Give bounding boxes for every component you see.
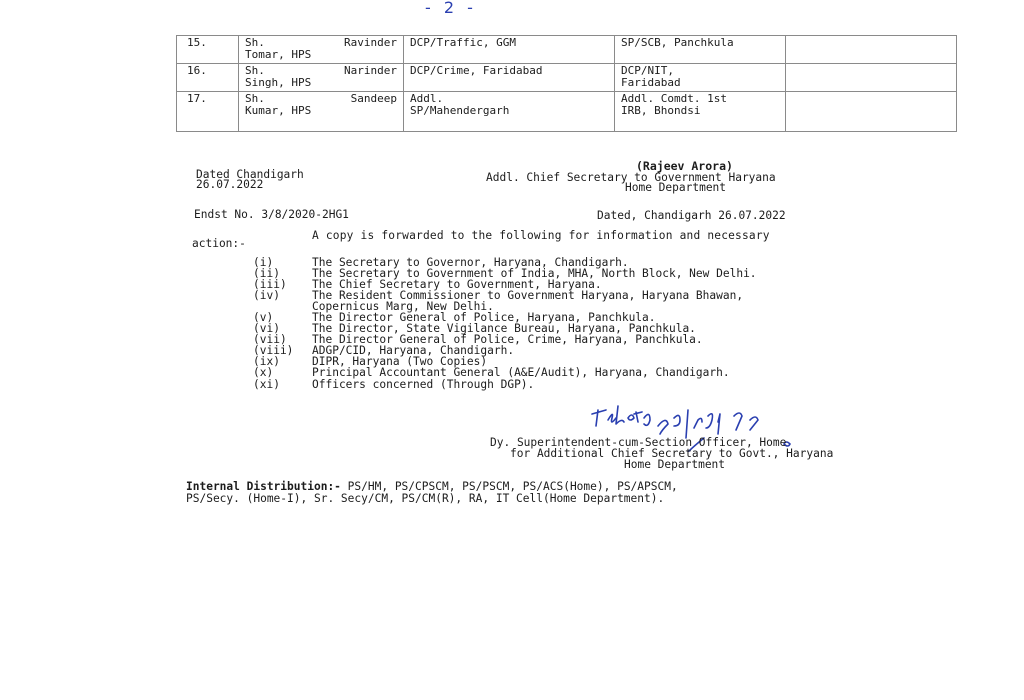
list-item: The Secretary to Government of India, MHA, North Block, New Delhi. — [312, 267, 757, 280]
page-number-mark: - 2 - — [425, 0, 477, 17]
officer-name: Sh. Narinder Singh, HPS — [239, 64, 404, 92]
table-row — [177, 64, 957, 92]
list-number: (iv) — [253, 289, 280, 302]
dated-place: Dated Chandigarh — [196, 168, 304, 181]
present-posting: DCP/Crime, Faridabad — [404, 64, 615, 92]
officer-name: Sh. Sandeep Kumar, HPS — [239, 92, 404, 132]
serial-number: 17. — [177, 92, 239, 132]
new-posting: Addl. Comdt. 1st IRB, Bhondsi — [615, 92, 786, 132]
list-item: The Resident Commissioner to Government Haryana, Haryana Bhawan, — [312, 289, 744, 302]
list-number: (ii) — [253, 267, 280, 280]
list-number: (x) — [253, 366, 274, 379]
signatory-designation: Addl. Chief Secretary to Government Haryana — [486, 171, 776, 184]
table-row — [177, 36, 957, 64]
desk-officer-for: for Additional Chief Secretary to Govt., Haryana — [510, 447, 834, 460]
list-item: Officers concerned (Through DGP). — [312, 378, 535, 391]
list-number: (viii) — [253, 344, 294, 357]
officer-name: Sh. Ravinder Tomar, HPS — [239, 36, 404, 64]
transfer-table — [176, 35, 957, 132]
table-row — [177, 92, 957, 132]
list-number: (xi) — [253, 378, 280, 391]
dated-date: 26.07.2022 — [196, 178, 264, 191]
serial-number: 15. — [177, 36, 239, 64]
list-number: (iii) — [253, 278, 287, 291]
list-number: (ix) — [253, 355, 280, 368]
list-item-continued: Copernicus Marg, New Delhi. — [312, 300, 494, 313]
internal-distribution-label: Internal Distribution:- — [186, 480, 341, 493]
list-item: The Chief Secretary to Government, Haryana. — [312, 278, 602, 291]
signatory-department: Home Department — [625, 181, 727, 194]
list-number: (i) — [253, 256, 274, 269]
action-label: action:- — [192, 237, 246, 250]
forward-text: A copy is forwarded to the following for information and necessary — [312, 229, 770, 242]
list-number: (v) — [253, 311, 274, 324]
present-posting: Addl. SP/Mahendergarh — [404, 92, 615, 132]
list-item: The Director General of Police, Crime, Haryana, Panchkula. — [312, 333, 703, 346]
internal-distribution-line2: PS/Secy. (Home-I), Sr. Secy/CM, PS/CM(R), RA, IT Cell(Home Department). — [186, 492, 665, 505]
endorsement-number: Endst No. 3/8/2020-2HG1 — [194, 208, 349, 221]
list-item: The Director, State Vigilance Bureau, Haryana, Panchkula. — [312, 322, 696, 335]
serial-number: 16. — [177, 64, 239, 92]
list-item: The Director General of Police, Haryana, Panchkula. — [312, 311, 656, 324]
list-item: The Secretary to Governor, Haryana, Chandigarh. — [312, 256, 629, 269]
remarks-cell — [786, 92, 957, 132]
list-number: (vi) — [253, 322, 280, 335]
desk-officer-department: Home Department — [624, 458, 726, 471]
signatory-name: (Rajeev Arora) — [636, 159, 733, 173]
desk-officer-designation: Dy. Superintendent-cum-Section Officer, Home — [490, 436, 787, 449]
new-posting: SP/SCB, Panchkula — [615, 36, 786, 64]
present-posting: DCP/Traffic, GGM — [404, 36, 615, 64]
new-posting: DCP/NIT, Faridabad — [615, 64, 786, 92]
internal-distribution-recipients: PS/HM, PS/CPSCM, PS/PSCM, PS/ACS(Home), PS/APSCM, — [347, 480, 678, 493]
list-number: (vii) — [253, 333, 287, 346]
remarks-cell — [786, 64, 957, 92]
list-item: Principal Accountant General (A&E/Audit), Haryana, Chandigarh. — [312, 366, 730, 379]
list-item: ADGP/CID, Haryana, Chandigarh. — [312, 344, 515, 357]
list-item: DIPR, Haryana (Two Copies) — [312, 355, 488, 368]
endorsement-date: Dated, Chandigarh 26.07.2022 — [597, 209, 786, 222]
remarks-cell — [786, 36, 957, 64]
